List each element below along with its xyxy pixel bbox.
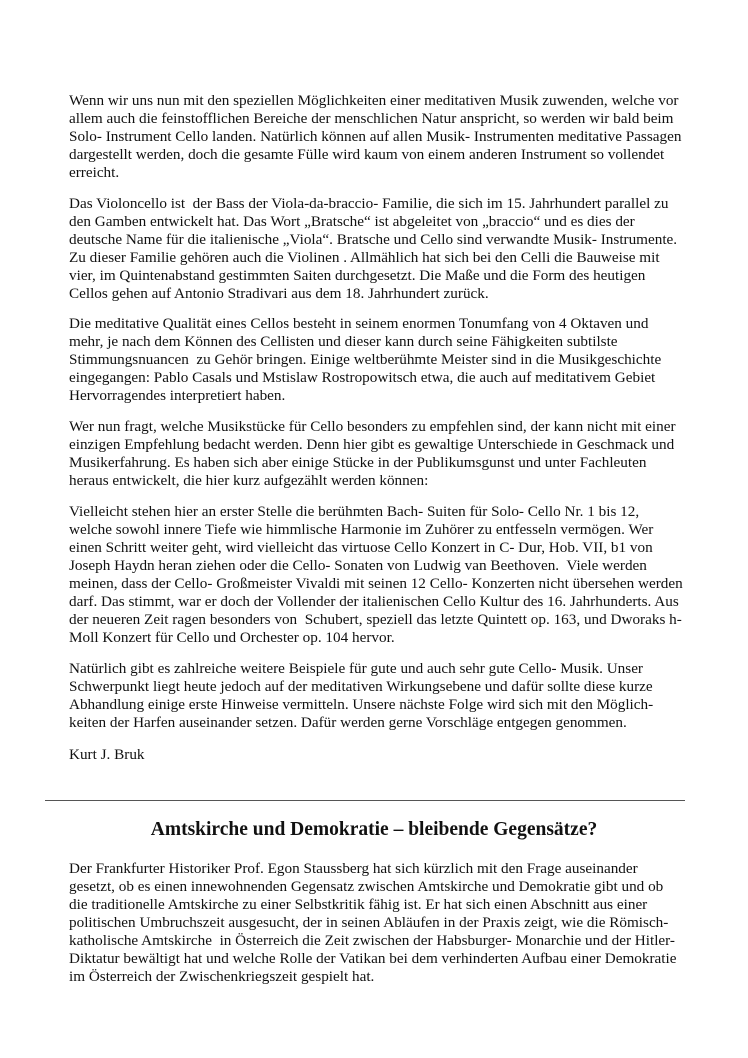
text-line: Die meditative Qualität eines Cellos besteht in seinem enormen Tonumfang von 4 Oktaven und [69,315,649,332]
text-line: allem auch die feinstofflichen Bereiche der menschlichen Natur anspricht, so werden wir bald beim [69,110,674,127]
text-line: keiten der Harfen auseinander setzen. Dafür werden gerne Vorschläge entgegen genommen. [69,714,627,731]
text-line: Natürlich gibt es zahlreiche weitere Beispiele für gute und auch sehr gute Cello- Musik. Unser [69,660,643,677]
text-line: Solo- Instrument Cello landen. Natürlich können auf allen Musik- Instrumenten meditative Passagen [69,128,682,145]
text-line: welche sowohl innere Tiefe wie himmlische Harmonie im Zuhörer zu entfesseln vermögen. Wer [69,521,654,538]
article2-title: Amtskirche und Demokratie – bleibende Gegensätze? [150,819,598,840]
text-line: Musikerfahrung. Es haben sich aber einige Stücke in der Publikumsgunst und unter Fachleuten [69,454,647,471]
text-line: Joseph Haydn heran ziehen oder die Cello- Sonaten von Ludwig van Beethoven. Viele werden [69,557,647,574]
article2-paragraph-1 [69,860,709,986]
text-line: darf. Das stimmt, war er doch der Vollender der italienischen Cello Kultur des 16. Jahrhunderts. Aus [69,593,679,610]
article1-paragraph-3 [69,315,709,405]
text-line: vier, im Quintenabstand gestimmten Saiten durchgesetzt. Die Maße und die Form des heutigen [69,267,646,284]
text-line: einzigen Empfehlung bedacht werden. Denn hier gibt es gewaltige Unterschiede in Geschmack und [69,436,675,453]
text-line: mehr, je nach dem Können des Cellisten und dieser kann durch seine Fähigkeiten subtilste [69,333,618,350]
text-line: Stimmungsnuancen zu Gehör bringen. Einige weltberühmte Meister sind in die Musikgeschichte [69,351,662,368]
text-line: Der Frankfurter Historiker Prof. Egon Staussberg hat sich kürzlich mit den Frage auseinander [69,860,638,877]
text-line: heraus entwickelt, die hier kurz aufgezählt werden können: [69,472,429,489]
text-line: Moll Konzert für Cello und Orchester op. 104 hervor. [69,629,395,646]
text-line: Wer nun fragt, welche Musikstücke für Cello besonders zu empfehlen sind, der kann nicht mit einer [69,418,676,435]
text-line: einen Schritt weiter geht, wird vielleicht das virtuose Cello Konzert in C- Dur, Hob. VII, b1 von [69,539,653,556]
text-line: katholische Amtskirche in Österreich die Zeit zwischen der Habsburger- Monarchie und der Hitler- [69,932,675,949]
text-line: der neueren Zeit ragen besonders von Schubert, speziell das letzte Quintett op. 163, und Dworaks h- [69,611,682,628]
text-line: gesetzt, ob es einen innewohnenden Gegensatz zwischen Amtskirche und Demokratie gibt und ob [69,878,664,895]
article1-paragraph-2 [69,195,709,303]
text-line: politischen Umbruchszeit ausgesucht, der in seinen Abläufen in der Praxis zeigt, wie die Römisch- [69,914,669,931]
article1-paragraph-4 [69,418,709,490]
text-line: Diktatur bewältigt hat und welche Rolle der Vatikan bei dem verhinderten Aufbau einer Demokratie [69,950,677,967]
article1-paragraph-5 [69,503,709,647]
text-line: eingegangen: Pablo Casals und Mstislaw Rostropowitsch etwa, die auch auf meditativem Gebiet [69,369,656,386]
text-line: Schwerpunkt liegt heute jedoch auf der meditativen Wirkungsebene und dafür sollte diese kurze [69,678,653,695]
author-signature [69,746,709,764]
text-line: Das Violoncello ist der Bass der Viola-da-braccio- Familie, die sich im 15. Jahrhundert parallel zu [69,195,669,212]
text-line: meinen, dass der Cello- Großmeister Vivaldi mit seinen 12 Cello- Konzerten nicht übersehen werden [69,575,683,592]
author-name: Kurt J. Bruk [69,746,145,763]
text-line: Wenn wir uns nun mit den speziellen Möglichkeiten einer meditativen Musik zuwenden, welche vor [69,92,679,109]
text-line: den Gamben entwickelt hat. Das Wort „Bratsche“ ist abgeleitet von „braccio“ und es dies der [69,213,635,230]
text-line: deutsche Name für die italienische „Viola“. Bratsche und Cello sind verwandte Musik- Instrumente. [69,231,678,248]
article1-paragraph-1 [69,92,709,182]
article1-paragraph-6 [69,660,709,732]
text-line: Vielleicht stehen hier an erster Stelle die berühmten Bach- Suiten für Solo- Cello Nr. 1 bis 12, [69,503,640,520]
text-line: Cellos gehen auf Antonio Stradivari aus dem 18. Jahrhundert zurück. [69,285,489,302]
text-line: im Österreich der Zwischenkriegszeit gespielt hat. [69,968,375,985]
text-line: Zu dieser Familie gehören auch die Violinen . Allmählich hat sich bei den Celli die Bauweise mit [69,249,660,266]
text-line: die traditionelle Amtskirche zu einer Selbstkritik fähig ist. Er hat sich einen Abschnitt aus einer [69,896,648,913]
text-line: erreicht. [69,164,120,181]
text-line: dargestellt werden, doch die gesamte Fülle wird kaum von einem anderen Instrument so vollendet [69,146,665,163]
text-line: Abhandlung einige erste Hinweise vermitteln. Unsere nächste Folge wird sich mit den Möglich- [69,696,654,713]
text-line: Hervorragendes interpretiert haben. [69,387,286,404]
section-divider [45,800,685,801]
